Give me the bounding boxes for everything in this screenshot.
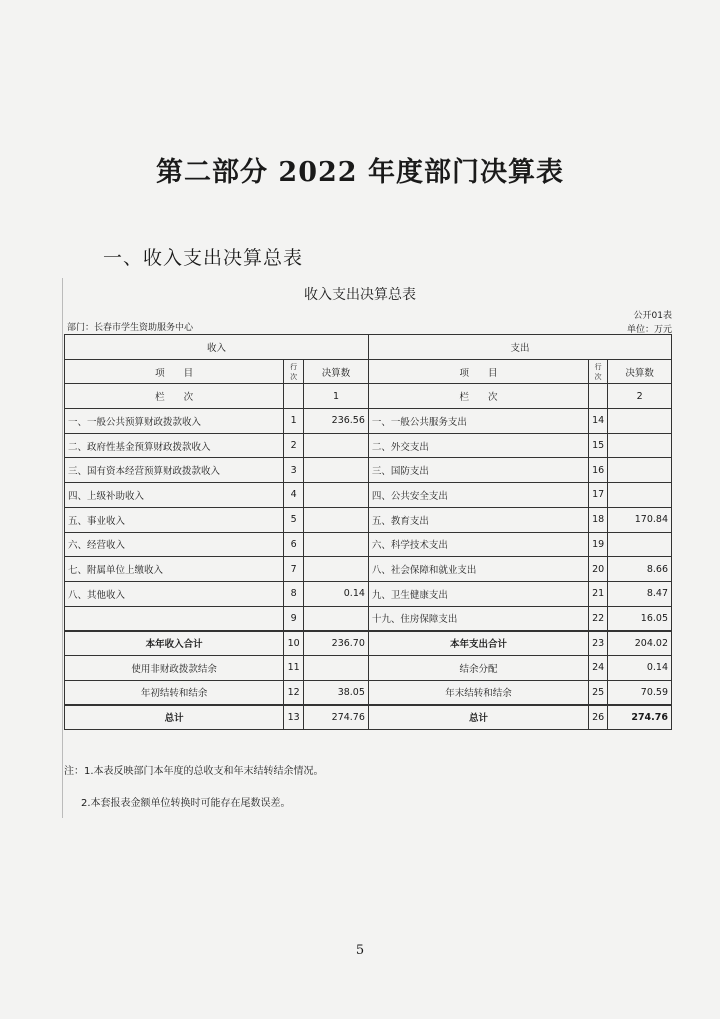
department-label: 部门：长春市学生资助服务中心 (67, 323, 194, 333)
expense-item: 六、科学技术支出 (368, 532, 588, 557)
income-item: 五、事业收入 (65, 507, 284, 532)
income-row-label: 栏 次 (65, 384, 284, 409)
summary-row (65, 680, 672, 705)
income-item: 八、其他收入 (65, 581, 284, 606)
income-item: 年初结转和结余 (65, 680, 284, 705)
expense-line: 17 (589, 483, 608, 508)
table-row (65, 483, 672, 508)
expense-line: 19 (589, 532, 608, 557)
income-header: 收入 (65, 335, 369, 360)
expense-line: 22 (589, 606, 608, 631)
expense-line: 26 (589, 705, 608, 730)
table-row (65, 532, 672, 557)
form-code: 公开01表 (633, 311, 672, 321)
expense-line: 20 (589, 557, 608, 582)
income-amount (304, 507, 369, 532)
summary-row (65, 631, 672, 656)
income-line: 2 (284, 433, 304, 458)
income-line: 3 (284, 458, 304, 483)
income-line: 6 (284, 532, 304, 557)
expense-grand-total: 274.76 (608, 705, 672, 730)
income-amount: 236.56 (304, 409, 369, 434)
income-line-blank (284, 384, 304, 409)
income-amount: 38.05 (304, 680, 369, 705)
income-grand-total-label: 总计 (65, 705, 284, 730)
expense-amount: 204.02 (608, 631, 672, 656)
expense-line-header: 行次 (589, 359, 608, 384)
income-item: 七、附属单位上缴收入 (65, 557, 284, 582)
expense-amount: 8.47 (608, 581, 672, 606)
column-index-row (65, 384, 672, 409)
expense-column-index: 2 (608, 384, 672, 409)
table-header-row (65, 335, 672, 360)
income-line: 13 (284, 705, 304, 730)
summary-row (65, 655, 672, 680)
expense-amount: 0.14 (608, 655, 672, 680)
table-title: 收入支出决算总表 (304, 287, 416, 303)
note-2: 2.本套报表金额单位转换时可能存在尾数误差。 (81, 798, 291, 809)
income-line-header: 行次 (284, 359, 304, 384)
expense-line: 24 (589, 655, 608, 680)
expense-line-blank (589, 384, 608, 409)
income-line: 10 (284, 631, 304, 656)
table-row (65, 433, 672, 458)
income-item-header: 项 目 (65, 359, 284, 384)
expense-line: 15 (589, 433, 608, 458)
expense-amount: 16.05 (608, 606, 672, 631)
income-item: 使用非财政拨款结余 (65, 655, 284, 680)
income-column-index: 1 (304, 384, 369, 409)
income-amount: 0.14 (304, 581, 369, 606)
table-row (65, 409, 672, 434)
expense-line: 21 (589, 581, 608, 606)
expense-item: 二、外交支出 (368, 433, 588, 458)
expense-grand-total-label: 总计 (368, 705, 588, 730)
column-header-row (65, 359, 672, 384)
income-line: 1 (284, 409, 304, 434)
scan-edge-line (62, 278, 63, 818)
expense-line: 14 (589, 409, 608, 434)
income-item: 四、上级补助收入 (65, 483, 284, 508)
expense-item: 结余分配 (368, 655, 588, 680)
income-line: 11 (284, 655, 304, 680)
section-title: 一、收入支出决算总表 (103, 247, 304, 269)
income-grand-total: 274.76 (304, 705, 369, 730)
expense-amount (608, 409, 672, 434)
expense-item: 十九、住房保障支出 (368, 606, 588, 631)
income-amount (304, 532, 369, 557)
income-item: 三、国有资本经营预算财政拨款收入 (65, 458, 284, 483)
income-item: 二、政府性基金预算财政拨款收入 (65, 433, 284, 458)
income-amount (304, 433, 369, 458)
expense-line: 18 (589, 507, 608, 532)
expense-amount (608, 532, 672, 557)
table-row (65, 458, 672, 483)
income-line: 9 (284, 606, 304, 631)
expense-amount (608, 483, 672, 508)
expense-amount-header: 决算数 (608, 359, 672, 384)
income-line: 7 (284, 557, 304, 582)
income-item (65, 606, 284, 631)
expense-line: 25 (589, 680, 608, 705)
expense-item-header: 项 目 (368, 359, 588, 384)
income-amount (304, 483, 369, 508)
expense-amount (608, 433, 672, 458)
income-item: 一、一般公共预算财政拨款收入 (65, 409, 284, 434)
page-number: 5 (355, 943, 365, 958)
grand-total-row (65, 705, 672, 730)
income-expense-table (64, 334, 672, 730)
expense-item: 一、一般公共服务支出 (368, 409, 588, 434)
unit-label: 单位：万元 (626, 325, 672, 335)
income-line: 4 (284, 483, 304, 508)
expense-item: 九、卫生健康支出 (368, 581, 588, 606)
income-amount-header: 决算数 (304, 359, 369, 384)
page-title: 第二部分 2022 年度部门决算表 (156, 157, 564, 188)
income-amount (304, 606, 369, 631)
income-amount (304, 557, 369, 582)
expense-amount: 170.84 (608, 507, 672, 532)
table-row (65, 507, 672, 532)
table-row (65, 557, 672, 582)
table-row (65, 606, 672, 631)
expense-amount: 8.66 (608, 557, 672, 582)
expense-line: 16 (589, 458, 608, 483)
income-total-label: 本年收入合计 (65, 631, 284, 656)
expense-total-label: 本年支出合计 (368, 631, 588, 656)
income-item: 六、经营收入 (65, 532, 284, 557)
expense-item: 八、社会保障和就业支出 (368, 557, 588, 582)
income-line: 8 (284, 581, 304, 606)
expense-line: 23 (589, 631, 608, 656)
expense-amount (608, 458, 672, 483)
income-amount (304, 458, 369, 483)
expense-header: 支出 (368, 335, 671, 360)
note-1: 注：1.本表反映部门本年度的总收支和年末结转结余情况。 (64, 766, 324, 777)
income-amount: 236.70 (304, 631, 369, 656)
expense-item: 年末结转和结余 (368, 680, 588, 705)
income-line: 12 (284, 680, 304, 705)
income-amount (304, 655, 369, 680)
expense-item: 三、国防支出 (368, 458, 588, 483)
expense-row-label: 栏 次 (368, 384, 588, 409)
income-line: 5 (284, 507, 304, 532)
expense-amount: 70.59 (608, 680, 672, 705)
expense-item: 四、公共安全支出 (368, 483, 588, 508)
expense-item: 五、教育支出 (368, 507, 588, 532)
table-row (65, 581, 672, 606)
